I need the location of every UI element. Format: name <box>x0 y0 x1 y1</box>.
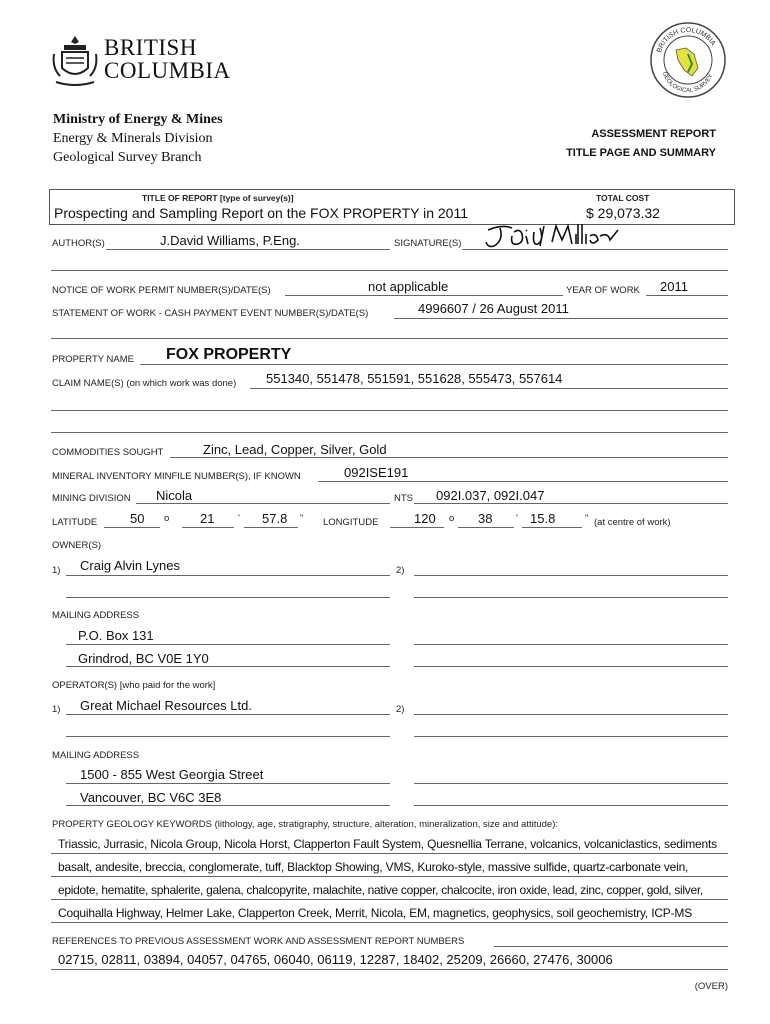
title-box <box>49 189 735 225</box>
geological-survey-seal <box>648 20 728 100</box>
nts-label: NTS <box>394 493 413 504</box>
operator-address-1[interactable]: 1500 - 855 West Georgia Street <box>80 767 264 782</box>
lat-second-symbol: " <box>300 513 304 524</box>
report-subtitle: TITLE PAGE AND SUMMARY <box>566 147 716 159</box>
operator-mailing-label: MAILING ADDRESS <box>52 750 140 761</box>
lon-degree-symbol: o <box>449 513 455 524</box>
over-note: (OVER) <box>694 981 728 992</box>
statement-value[interactable]: 4996607 / 26 August 2011 <box>418 301 569 316</box>
lat-degree-symbol: o <box>164 513 170 524</box>
statement-label: STATEMENT OF WORK - CASH PAYMENT EVENT NUMBER(S)/DATE(S) <box>52 308 369 319</box>
owners-label: OWNER(S) <box>52 540 102 551</box>
lat-minute-symbol: ' <box>238 513 240 524</box>
author-label: AUTHOR(S) <box>52 238 105 249</box>
division-label: MINING DIVISION <box>52 493 131 504</box>
keyword-line[interactable]: Coquihalla Highway, Helmer Lake, Clapperton Creek, Merrit, Nicola, EM, magnetics, geophysics, soil geochemistry, ICP-MS <box>58 906 693 920</box>
division-name: Energy & Minerals Division <box>53 131 213 146</box>
lon-degrees[interactable]: 120 <box>414 511 436 526</box>
ministry-block <box>53 110 223 167</box>
lon-minutes[interactable]: 38 <box>478 511 493 526</box>
title-label: TITLE OF REPORT [type of survey(s)] <box>142 193 294 203</box>
operators-label: OPERATOR(S) [who paid for the work] <box>52 680 216 691</box>
permit-value[interactable]: not applicable <box>368 279 449 294</box>
lon-minute-symbol: ' <box>516 513 518 524</box>
keyword-line[interactable]: epidote, hematite, sphalerite, galena, chalcopyrite, malachite, native copper, chalcocite, iron oxide, lead, zinc, copper, gold, silver, <box>58 883 703 897</box>
year-value[interactable]: 2011 <box>660 279 688 294</box>
minfile-value[interactable]: 092ISE191 <box>344 465 409 480</box>
owner-mailing-label: MAILING ADDRESS <box>52 610 140 621</box>
owner-num-2: 2) <box>396 565 405 576</box>
keyword-line[interactable]: Triassic, Jurrasic, Nicola Group, Nicola Horst, Clapperton Fault System, Quesnellia Terrane, volcanics, volcaniclastics, sediments <box>58 837 717 851</box>
claims-value[interactable]: 551340, 551478, 551591, 551628, 555473, 557614 <box>266 371 563 386</box>
longitude-label: LONGITUDE <box>323 517 379 528</box>
commodities-value[interactable]: Zinc, Lead, Copper, Silver, Gold <box>203 442 387 457</box>
report-type: ASSESSMENT REPORT <box>591 128 716 140</box>
operator-1[interactable]: Great Michael Resources Ltd. <box>80 698 252 713</box>
nts-value[interactable]: 092I.037, 092I.047 <box>436 488 545 503</box>
keyword-line[interactable]: basalt, andesite, breccia, conglomerate, tuff, Blacktop Showing, VMS, Kuroko-style, massive sulfide, quartz-carbonate vein, <box>58 860 689 874</box>
permit-label: NOTICE OF WORK PERMIT NUMBER(S)/DATE(S) <box>52 285 271 296</box>
bc-logo-text <box>104 36 231 82</box>
property-value[interactable]: FOX PROPERTY <box>166 346 292 363</box>
signature-image <box>482 222 622 250</box>
lat-degrees[interactable]: 50 <box>130 511 145 526</box>
total-cost[interactable]: $ 29,073.32 <box>586 205 660 221</box>
references-value[interactable]: 02715, 02811, 03894, 04057, 04765, 06040, 06119, 12287, 18402, 25209, 26660, 27476, 30006 <box>58 952 613 967</box>
latitude-label: LATITUDE <box>52 517 98 528</box>
lat-seconds[interactable]: 57.8 <box>262 511 288 526</box>
division-value[interactable]: Nicola <box>156 488 193 503</box>
owner-address-2[interactable]: Grindrod, BC V0E 1Y0 <box>78 651 209 666</box>
lon-second-symbol: " <box>585 513 589 524</box>
operator-num-2: 2) <box>396 704 405 715</box>
claims-label: CLAIM NAME(S) (on which work was done) <box>52 378 237 389</box>
operator-num-1: 1) <box>52 704 61 715</box>
centre-note: (at centre of work) <box>594 517 671 528</box>
owner-address-1[interactable]: P.O. Box 131 <box>78 628 154 643</box>
seal-bottom-text: GEOLOGICAL SURVEY <box>660 71 715 95</box>
property-label: PROPERTY NAME <box>52 354 135 365</box>
ministry-name: Ministry of Energy & Mines <box>53 112 223 127</box>
logo-line2: COLUMBIA <box>104 58 231 83</box>
owner-num-1: 1) <box>52 565 61 576</box>
lon-seconds[interactable]: 15.8 <box>530 511 556 526</box>
minfile-label: MINERAL INVENTORY MINFILE NUMBER(S), IF KNOWN <box>52 471 301 482</box>
seal-top-text: BRITISH COLUMBIA <box>656 26 717 54</box>
crest-logo <box>50 32 100 90</box>
references-label: REFERENCES TO PREVIOUS ASSESSMENT WORK AND ASSESSMENT REPORT NUMBERS <box>52 936 465 947</box>
logo-line1: BRITISH <box>104 35 197 60</box>
keywords-label: PROPERTY GEOLOGY KEYWORDS (lithology, age, stratigraphy, structure, alteration, mineralization, size and attitude): <box>52 819 559 830</box>
author-value[interactable]: J.David Williams, P.Eng. <box>160 233 300 248</box>
year-label: YEAR OF WORK <box>566 285 640 296</box>
operator-address-2[interactable]: Vancouver, BC V6C 3E8 <box>80 790 222 805</box>
report-title[interactable]: Prospecting and Sampling Report on the FOX PROPERTY in 2011 <box>54 205 469 221</box>
signature-label: SIGNATURE(S) <box>394 238 462 249</box>
commodities-label: COMMODITIES SOUGHT <box>52 447 164 458</box>
branch-name: Geological Survey Branch <box>53 150 202 165</box>
cost-label: TOTAL COST <box>596 193 650 203</box>
owner-1[interactable]: Craig Alvin Lynes <box>80 558 180 573</box>
lat-minutes[interactable]: 21 <box>200 511 215 526</box>
